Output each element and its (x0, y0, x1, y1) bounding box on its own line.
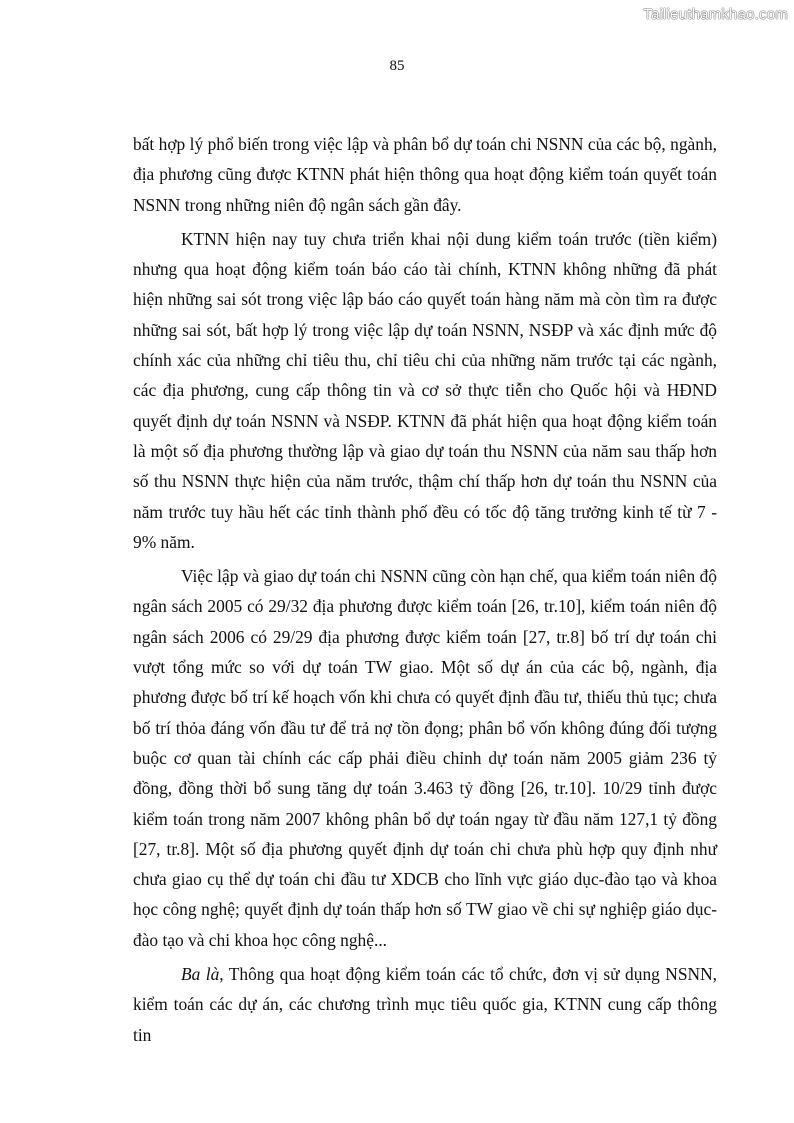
paragraph-lead-italic: Ba là, (181, 964, 224, 985)
paragraph-continuation: bất hợp lý phổ biến trong việc lập và phân bổ dự toán chi NSNN của các bộ, ngành, địa phương cũng được KTNN phát hiện thông qua hoạt động kiểm toán quyết toán NSNN trong những niên độ ngân sách gần đây. (133, 134, 717, 215)
paragraph-third-point-text: Thông qua hoạt động kiểm toán các tổ chức, đơn vị sử dụng NSNN, kiểm toán các dự án, các chương trình mục tiêu quốc gia, KTNN cung cấp thông tin (133, 964, 717, 1045)
watermark-text: Tailieuthamkhao.com (643, 6, 788, 23)
paragraph-third-point (133, 959, 717, 1050)
paragraph-ktnn-pre-audit: KTNN hiện nay tuy chưa triển khai nội dung kiểm toán trước (tiền kiểm) nhưng qua hoạt động kiểm toán báo cáo tài chính, KTNN không những đã phát hiện những sai sót trong việc lập báo cáo quyết toán hàng năm mà còn tìm ra được những sai sót, bất hợp lý trong việc lập dự toán NSNN, NSĐP và xác định mức độ chính xác của những chỉ tiêu thu, chỉ tiêu chi của những năm trước tại các ngành, các địa phương, cung cấp thông tin và cơ sở thực tiễn cho Quốc hội và HĐND quyết định dự toán NSNN và NSĐP. KTNN đã phát hiện qua hoạt động kiểm toán là một số địa phương thường lập và giao dự toán thu NSNN của năm sau thấp hơn số thu NSNN thực hiện của năm trước, thậm chí thấp hơn dự toán thu NSNN của năm trước tuy hầu hết các tỉnh thành phố đều có tốc độ tăng trưởng kinh tế từ 7 - 9% năm. (133, 228, 717, 552)
paragraph-budget-allocation: Việc lập và giao dự toán chi NSNN cũng còn hạn chế, qua kiểm toán niên độ ngân sách 2005 có 29/32 địa phương được kiểm toán [26, tr.10], kiểm toán niên độ ngân sách 2006 có 29/29 địa phương được kiểm toán [27, tr.8] bố trí dự toán chi vượt tổng mức so với dự toán TW giao. Một số dự án của các bộ, ngành, địa phương được bố trí kế hoạch vốn khi chưa có quyết định đầu tư, thiếu thủ tục; chưa bố trí thỏa đáng vốn đầu tư để trả nợ tồn đọng; phân bổ vốn không đúng đối tượng buộc cơ quan tài chính các cấp phải điều chỉnh dự toán năm 2005 giảm 236 tỷ đồng, đồng thời bổ sung tăng dự toán 3.463 tỷ đồng [26, tr.10]. 10/29 tỉnh được kiểm toán trong năm 2007 không phân bổ dự toán ngay từ đầu năm 127,1 tỷ đồng [27, tr.8]. Một số địa phương quyết định dự toán chi chưa phù hợp quy định như chưa giao cụ thể dự toán chi đầu tư XDCB cho lĩnh vực giáo dục-đào tạo và khoa học công nghệ; quyết định dự toán thấp hơn số TW giao về chi sự nghiệp giáo dục-đào tạo và chi khoa học công nghệ... (133, 566, 717, 950)
page-number: 85 (389, 58, 405, 74)
document-body (133, 129, 717, 1050)
